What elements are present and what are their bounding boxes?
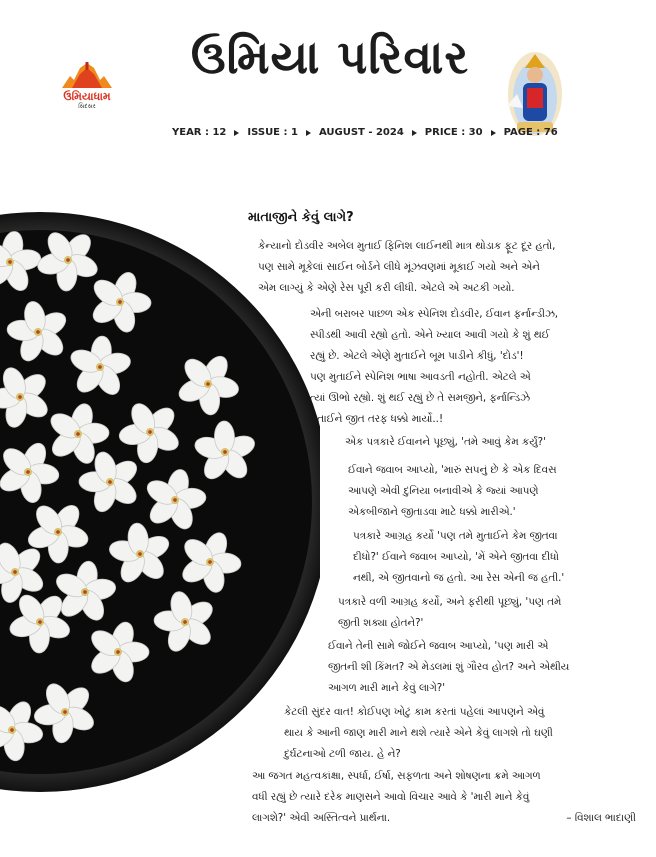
- paragraph-1: [258, 236, 555, 299]
- text-line: વધી રહ્યું છે ત્યારે દરેક માણસને આવો વિચાર આવે કે 'મારી માને કેવું: [252, 791, 530, 803]
- text-line: રહ્યું છે. એટલે એણે મુતાઈને બૂમ પાડીને કીધું, 'દોડ'!: [310, 350, 524, 362]
- price-info: PRICE : 30: [424, 127, 483, 138]
- paragraph-5: [353, 526, 564, 589]
- text-line: [252, 808, 636, 829]
- paragraph-4: [348, 460, 556, 523]
- text-line: ઈવાને તેની સામે જોઈને જવાબ આપ્યો, 'પણ મારી એ: [328, 640, 549, 652]
- text-line: એકબીજાને જીતાડવા માટે ધક્કો મારીએ.': [348, 506, 516, 518]
- triangle-separator-icon: [234, 130, 239, 136]
- logo-wordmark: ઉમિયાધામ: [63, 90, 111, 103]
- text-line: એમ લાગ્યું કે એણે રેસ પૂરી કરી લીધી. એટલે એ અટકી ગયો.: [258, 282, 515, 294]
- issue-info-bar: [172, 127, 558, 138]
- paragraph-8: [284, 702, 553, 765]
- page-info: PAGE : 76: [503, 127, 558, 138]
- paragraph-6: [338, 592, 561, 634]
- text-line: પત્રકારે આગ્રહ કર્યો 'પણ તમે મુતાઈને કેમ જીતવા: [353, 530, 558, 542]
- text-line: આ જગત મહત્વકાંક્ષા, સ્પર્ધા, ઈર્ષા, સફળતા અને શોષણના ક્રમે આગળ: [252, 770, 541, 782]
- text-line: દીધો?' ઈવાને જવાબ આપ્યો, 'મેં એને જીતવા દીધો: [353, 551, 559, 563]
- text-line: દુર્ઘટનાઓ ટળી જાય. હે ને?: [284, 748, 401, 760]
- triangle-separator-icon: [306, 130, 311, 136]
- paragraph-9: [252, 766, 636, 829]
- paragraph-2: [310, 304, 558, 430]
- text-line: કેટલી સુંદર વાત! કોઈપણ ખોટું કામ કરતાં પહેલાં આપણને એવું: [284, 706, 545, 718]
- paragraph-7: [328, 636, 569, 699]
- text-line: આપણે એવી દુનિયા બનાવીએ કે જ્યાં આપણે: [348, 485, 539, 497]
- magazine-title: ઉમિયા પરિવાર: [190, 30, 470, 84]
- paragraph-3: [345, 432, 546, 453]
- triangle-separator-icon: [412, 130, 417, 136]
- text-line: મુતાઈને જીત તરફ ધક્કો માર્યો..!: [310, 413, 444, 425]
- text-line: પણ સામે મૂકેલાં સાઈન બોર્ડને લીધે મૂંઝવણમાં મૂકાઈ ગયો અને એને: [258, 261, 540, 273]
- text-line: પત્રકારે વળી આગ્રહ કર્યો, અને ફરીથી પૂછ્યું, 'પણ તમે: [338, 596, 562, 608]
- text-line: આગળ મારી માને કેવું લાગે?': [328, 682, 446, 694]
- text-line: એની બરાબર પાછળ એક સ્પેનિશ દોડવીર, ઈવાન ફર્નાન્ડીઝ,: [310, 308, 559, 320]
- logo-subtext: સિદસર: [78, 103, 96, 110]
- date-info: AUGUST - 2024: [318, 127, 404, 138]
- text-line: નથી, એ જીતવાનો જ હતો. આ રેસ એની જ હતી.': [353, 572, 565, 584]
- text-line: થાય કે આની જાણ મારી માને થશે ત્યારે એને કેવું લાગશે તો ઘણી: [284, 727, 553, 739]
- text-line: ત્યાં ઊભો રહ્યો. શું થઈ રહ્યું છે તે સમજીને, ફર્નાન્ડિઝે: [310, 392, 530, 404]
- text-line: ઈવાને જવાબ આપ્યો, 'મારું સપનું છે કે એક દિવસ: [348, 464, 557, 476]
- text-line: પણ મુતાઈને સ્પેનિશ ભાષા આવડતી નહોતી. એટલે એ: [310, 371, 531, 383]
- article-heading: માતાજીને કેવું લાગે?: [248, 210, 354, 225]
- triangle-separator-icon: [491, 130, 496, 136]
- text-line: એક પત્રકારે ઈવાનને પૂછ્યું, 'તમે આવું કેમ કર્યું?': [345, 436, 546, 448]
- text-line: કેન્યાનો દોડવીર અબેલ મુતાઈ ફિનિશ લાઈનથી માત્ર થોડાક ફૂટ દૂર હતો,: [258, 240, 556, 252]
- publisher-logo: [46, 62, 128, 112]
- issue-info: ISSUE : 1: [247, 127, 298, 138]
- temple-logo-icon: [58, 62, 116, 90]
- author-name: – વિશાલ ભાદાણી: [566, 812, 636, 824]
- text-line: જીતની શી કિંમત? એ મેડલમાં શું ગૌરવ હોત? અને એથીય: [328, 661, 570, 673]
- closing-text: લાગશે?' એવી અસ્તિત્વને પ્રાર્થના.: [252, 812, 391, 824]
- year-info: YEAR : 12: [172, 127, 227, 138]
- text-line: સ્પીડથી આવી રહ્યો હતો. એને ખ્યાલ આવી ગયો કે શું થઈ: [310, 329, 550, 341]
- text-line: જીતી શક્યા હોતને?': [338, 617, 424, 629]
- masthead: [0, 0, 656, 150]
